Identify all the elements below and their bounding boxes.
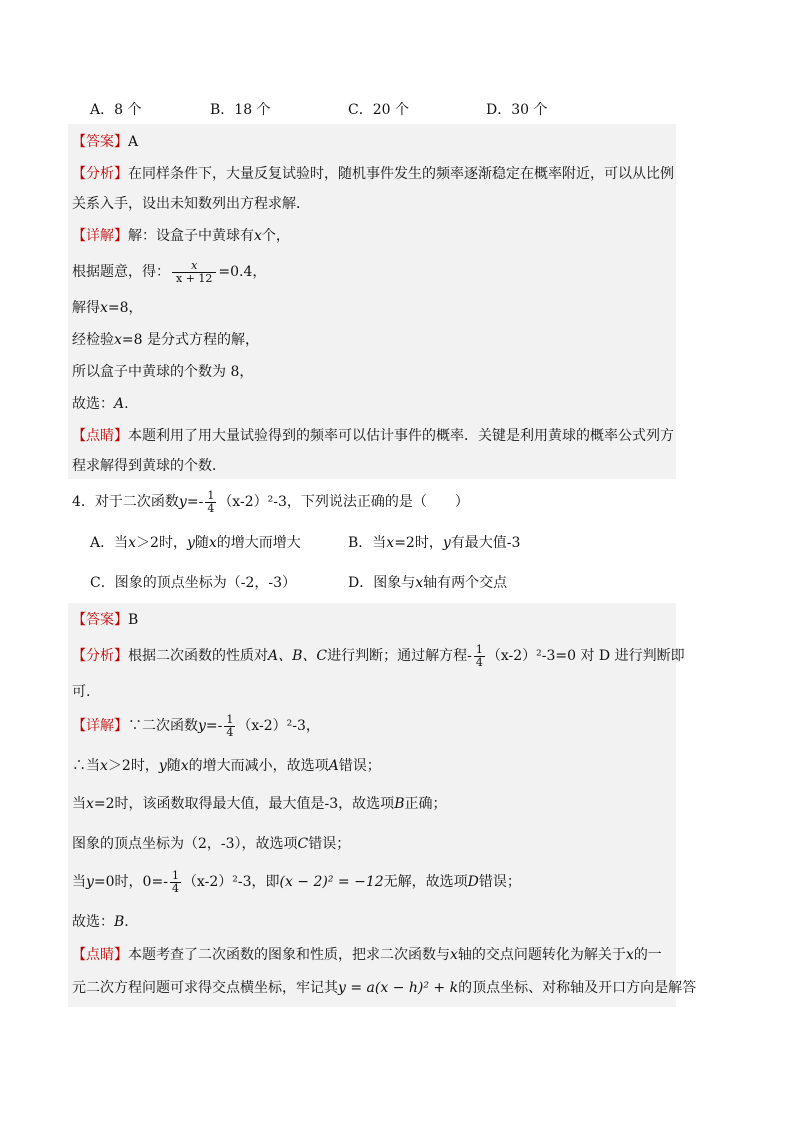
fraction-numerator: 1 <box>171 868 179 882</box>
vertex-form-formula: y = a(x − h)² + k <box>338 980 459 996</box>
q3-detail-line-6 <box>72 394 129 414</box>
q4-answer <box>72 610 138 630</box>
detail-text: ＞2时， <box>107 758 159 774</box>
var-x: x <box>625 947 634 963</box>
comment-text: 本题考查了二次函数的图象和性质，把求二次函数与 <box>128 947 450 963</box>
answer-value: A <box>128 134 139 150</box>
fraction <box>205 490 216 515</box>
stem-text: =- <box>186 494 204 510</box>
detail-text: 经检验 <box>72 332 114 348</box>
detail-text: 根据题意，得： <box>72 264 170 280</box>
detail-text: 错误； <box>338 758 381 774</box>
q4-comment-line-2 <box>72 978 696 998</box>
q3-detail-line-4 <box>72 330 259 350</box>
choice-letter: B <box>114 914 125 930</box>
comment-text: 的顶点坐标、对称轴及开口方向是解答 <box>458 980 697 996</box>
option-text: 轴有两个交点 <box>423 575 508 591</box>
q4-option-c: C．图象的顶点坐标为（-2，-3） <box>90 575 296 591</box>
detail-text: 当 <box>72 796 86 812</box>
var-y: y <box>86 874 94 890</box>
analysis-text: （x-2）²-3=0 对 D 进行判断即 <box>486 648 685 664</box>
fraction-denominator: 4 <box>207 501 215 515</box>
choice-letter: A <box>328 758 339 774</box>
stem-text: 4．对于二次函数 <box>72 494 179 510</box>
detail-text: 正确； <box>404 796 447 812</box>
fraction <box>172 260 216 285</box>
comment-tag: 【点睛】 <box>72 428 128 444</box>
option-text: 随 <box>194 535 209 551</box>
q3-comment-line-2: 程求解得到黄球的个数． <box>72 458 226 474</box>
var-x: x <box>114 332 122 348</box>
detail-text: 故选： <box>72 914 114 930</box>
q3-option-a: A．8 个 <box>90 102 142 118</box>
q3-analysis-line-1 <box>72 164 674 184</box>
fraction <box>170 870 181 895</box>
fraction <box>224 714 235 739</box>
fraction-numerator: x <box>172 260 216 273</box>
analysis-text: 在同样条件下，大量反复试验时，随机事件发生的频率逐渐稳定在概率附近，可以从比例 <box>128 166 674 182</box>
q4-analysis-line-1 <box>72 642 685 670</box>
q4-detail-line-5 <box>72 868 521 896</box>
analysis-text: 进行判断；通过解方程- <box>327 648 472 664</box>
choice-letter: C <box>297 836 309 852</box>
q4-detail-line-2 <box>72 756 381 776</box>
answer-value: B <box>128 612 139 628</box>
fraction-denominator: 4 <box>226 725 234 739</box>
var-y: y <box>158 758 167 774</box>
option-text: ＞2时， <box>136 535 187 551</box>
var-x: x <box>180 758 189 774</box>
q4-option-b <box>348 533 520 553</box>
comment-text: 的一 <box>633 947 662 963</box>
option-text: B．当 <box>348 535 387 551</box>
var-y: y <box>442 535 451 551</box>
comment-text: 元二次方程问题可求得交点横坐标，牢记其 <box>72 980 338 996</box>
detail-text: 的增大而减小，故选项 <box>188 758 329 774</box>
choice-letter: A <box>114 396 125 412</box>
q3-option-d: D．30 个 <box>486 102 548 118</box>
detail-text: 解得 <box>72 300 100 316</box>
detail-text: 错误； <box>308 836 351 852</box>
option-text: A．当 <box>90 535 129 551</box>
detail-text: 错误； <box>478 874 521 890</box>
detail-text: 个， <box>261 228 290 244</box>
q3-detail-line-5: 所以盒子中黄球的个数为 8， <box>72 364 254 380</box>
detail-text: 故选： <box>72 396 114 412</box>
var-x: x <box>128 535 137 551</box>
comment-text: 本题利用了用大量试验得到的频率可以估计事件的概率．关键是利用黄球的概率公式列方 <box>128 428 674 444</box>
detail-text: （x-2）²-3，即 <box>182 874 280 890</box>
fraction-denominator: x + 12 <box>176 271 213 285</box>
detail-text: =8 是分式方程的解， <box>121 332 259 348</box>
var-x: x <box>86 796 94 812</box>
equation: (x − 2)² = −12 <box>279 874 384 890</box>
stem-text: （x-2）²-3，下列说法正确的是（ ） <box>218 494 469 510</box>
fraction-denominator: 4 <box>171 881 179 895</box>
option-text: =2时， <box>394 535 443 551</box>
detail-text: . <box>124 396 129 412</box>
q4-option-a <box>90 533 301 553</box>
q4-detail-line-1 <box>72 712 320 740</box>
option-text: 有最大值-3 <box>450 535 521 551</box>
q3-detail-line-2 <box>72 258 266 286</box>
choice-letter: B <box>394 796 405 812</box>
detail-text: ∵二次函数 <box>128 718 198 734</box>
var-y: y <box>198 718 206 734</box>
detail-text: ∴当 <box>72 758 100 774</box>
analysis-tag: 【分析】 <box>72 648 128 664</box>
fraction-numerator: 1 <box>226 712 234 726</box>
q3-analysis-line-2: 关系入手，设出未知数列出方程求解． <box>72 196 310 212</box>
detail-text: 解：设盒子中黄球有 <box>128 228 254 244</box>
var-y: y <box>186 535 195 551</box>
comment-text: 轴的交点问题转化为解关于 <box>457 947 626 963</box>
fraction <box>474 644 485 669</box>
q3-option-c: C．20 个 <box>348 102 409 118</box>
var-x: x <box>100 758 108 774</box>
detail-text: 随 <box>166 758 181 774</box>
var-x: x <box>208 535 217 551</box>
q4-detail-line-6 <box>72 912 129 932</box>
q3-detail-line-1 <box>72 226 290 246</box>
detail-tag: 【详解】 <box>72 718 128 734</box>
fraction-denominator: 4 <box>475 655 483 669</box>
detail-tag: 【详解】 <box>72 228 128 244</box>
detail-text: 图象的顶点坐标为（2，-3），故选项 <box>72 836 298 852</box>
answer-tag: 【答案】 <box>72 612 128 628</box>
answer-tag: 【答案】 <box>72 134 128 150</box>
q4-stem <box>72 488 469 516</box>
var-x: x <box>386 535 395 551</box>
analysis-text: A、B、C <box>268 648 328 664</box>
fraction-numerator: 1 <box>475 642 483 656</box>
analysis-text: 根据二次函数的性质对 <box>128 648 268 664</box>
var-x: x <box>415 575 424 591</box>
option-text: 的增大而增大 <box>216 535 301 551</box>
detail-text: . <box>124 914 129 930</box>
choice-letter: D <box>467 874 479 890</box>
detail-text: （x-2）²-3， <box>237 718 320 734</box>
q4-option-d <box>348 573 507 593</box>
detail-text: =2时，该函数取得最大值，最大值是-3，故选项 <box>93 796 395 812</box>
var-y: y <box>178 494 187 510</box>
var-x: x <box>254 228 262 244</box>
q3-option-b: B．18 个 <box>210 102 271 118</box>
q3-comment-line-1 <box>72 426 674 446</box>
detail-text: =8， <box>107 300 143 316</box>
q4-analysis-line-2: 可. <box>72 684 91 700</box>
detail-text: 当 <box>72 874 86 890</box>
detail-text: =- <box>205 718 223 734</box>
q4-detail-line-4 <box>72 834 350 854</box>
option-text: D．图象与 <box>348 575 416 591</box>
detail-text: 无解，故选项 <box>383 874 468 890</box>
comment-tag: 【点睛】 <box>72 947 128 963</box>
detail-text: =0时，0=- <box>93 874 168 890</box>
var-x: x <box>450 947 458 963</box>
q4-detail-line-3 <box>72 794 446 814</box>
q3-detail-line-3 <box>72 298 143 318</box>
q3-answer <box>72 132 138 152</box>
fraction-numerator: 1 <box>207 488 215 502</box>
var-x: x <box>100 300 108 316</box>
analysis-tag: 【分析】 <box>72 166 128 182</box>
detail-text: =0.4， <box>218 264 267 280</box>
q4-comment-line-1 <box>72 945 662 965</box>
